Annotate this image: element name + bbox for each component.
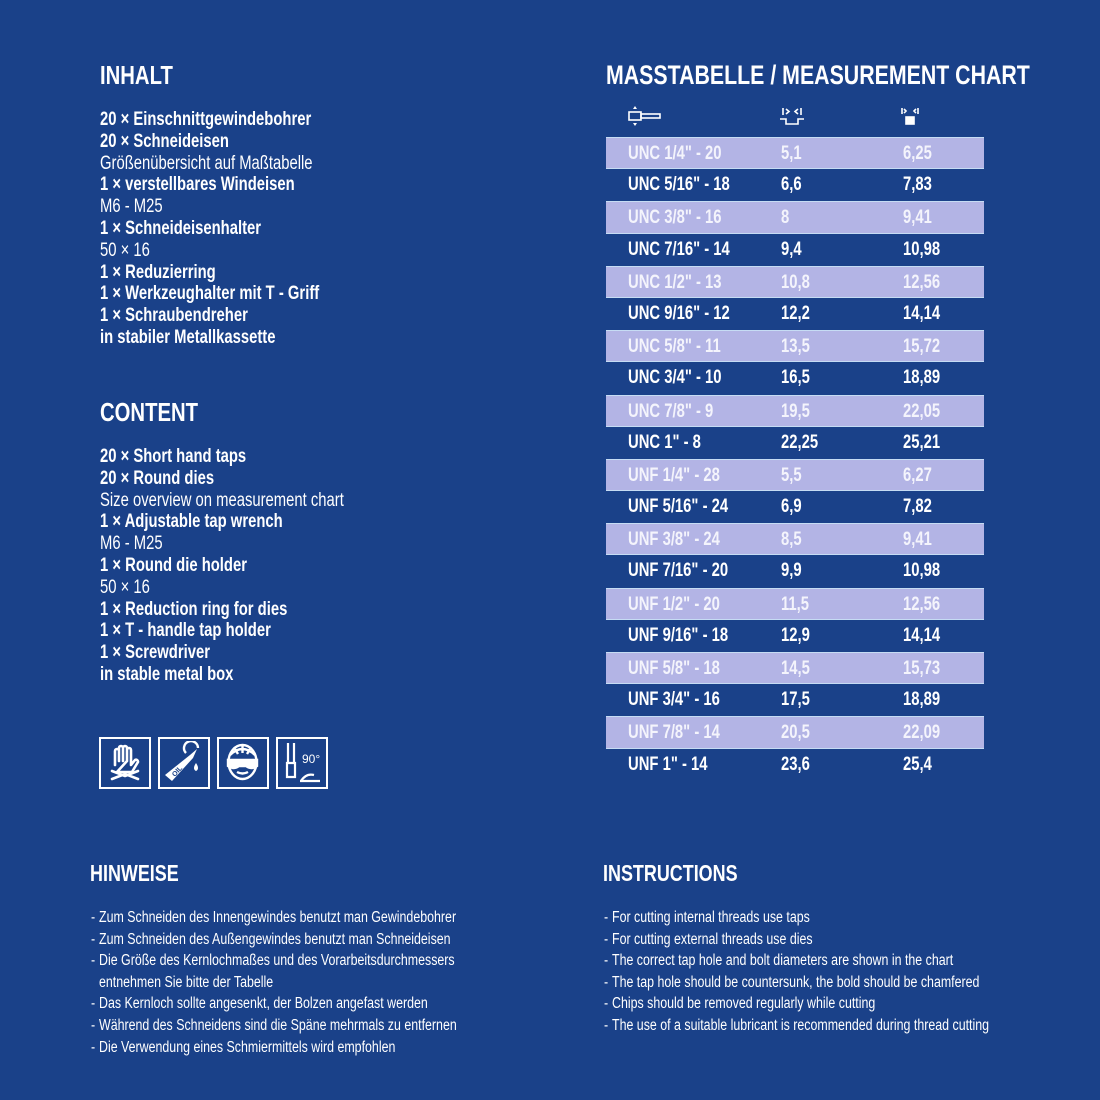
thread-size-cell (628, 460, 746, 492)
content-list (100, 446, 413, 686)
bullet-dash: - (604, 973, 609, 991)
tap-hole-cell (781, 717, 818, 749)
note-item (604, 907, 1085, 929)
list-item-text: M6 - M25 (100, 533, 163, 555)
tap-hole-cell (781, 555, 807, 587)
table-row (606, 395, 984, 427)
bolt-diameter-cell (903, 298, 951, 330)
table-row (606, 137, 984, 169)
table-row (606, 620, 984, 652)
note-text: Die Verwendung eines Schmiermittels wird empfohlen (99, 1038, 396, 1056)
angle-90-label: 90° (302, 752, 321, 766)
cell-text: 25,4 (903, 753, 932, 775)
note-item (604, 1015, 1085, 1037)
list-item (100, 174, 381, 196)
hinweise-title: HINWEISE (90, 860, 179, 886)
list-item-text: 20 × Schneideisen (100, 130, 229, 152)
bolt-diameter-cell (903, 717, 951, 749)
note-item (91, 972, 548, 994)
bolt-diameter-cell (903, 202, 940, 234)
thread-size-cell (628, 427, 721, 459)
tap-hole-cell (781, 331, 818, 363)
list-item-text: Größenübersicht auf Maßtabelle (100, 152, 313, 174)
cell-text: UNC 7/8" - 9 (628, 400, 714, 422)
cell-text: 14,14 (903, 624, 941, 646)
cell-text: UNC 5/8" - 11 (628, 336, 721, 358)
bullet-dash: - (604, 909, 609, 926)
list-item-text: 1 × Reduction ring for dies (100, 598, 288, 620)
bolt-diameter-cell (903, 169, 940, 201)
cell-text: 5,1 (781, 143, 802, 164)
bullet-dash: - (91, 1038, 96, 1056)
thread-size-cell (628, 202, 748, 234)
note-text: Während des Schneidens sind die Späne mehrmals zu entfernen (99, 1016, 457, 1034)
table-row (606, 427, 984, 459)
thread-size-cell (628, 396, 737, 428)
note-text: Zum Schneiden des Außengewindes benutzt man Schneideisen (99, 930, 451, 948)
tap-hole-cell (781, 138, 807, 170)
list-item-text: 1 × Adjustable tap wrench (100, 511, 283, 533)
cell-text: 11,5 (781, 593, 810, 615)
list-item-text: 20 × Short hand taps (100, 446, 247, 467)
note-text: Das Kernloch sollte angesenkt, der Bolzen angefast werden (99, 995, 428, 1013)
tap-hole-cell (781, 653, 818, 685)
cell-text: 9,4 (781, 238, 802, 260)
note-text: The tap hole should be countersunk, the bold should be chamfered (612, 973, 980, 991)
chart-column-icons (606, 104, 984, 128)
cell-text: 6,27 (903, 464, 932, 486)
thread-size-cell (628, 169, 758, 201)
list-item (100, 240, 381, 262)
cell-text: 17,5 (781, 689, 810, 711)
bolt-diameter-cell (903, 555, 951, 587)
cell-text: UNF 1" - 14 (628, 753, 708, 775)
oil-icon (158, 737, 210, 789)
table-row (606, 716, 984, 748)
tap-hole-cell (781, 202, 792, 234)
hinweise-list (91, 907, 548, 1058)
bullet-dash: - (91, 930, 96, 948)
bolt-diameter-cell (903, 460, 940, 492)
table-row (606, 749, 984, 781)
tap-hole-cell (781, 298, 818, 330)
note-item (91, 1015, 548, 1037)
thread-size-cell (628, 555, 756, 587)
cell-text: 12,2 (781, 302, 810, 324)
list-item-text: 1 × Screwdriver (100, 642, 210, 664)
thread-size-cell (628, 524, 746, 556)
note-text: For cutting internal threads use taps (612, 909, 810, 926)
list-item (100, 131, 381, 153)
thread-size-cell (628, 362, 748, 394)
cell-text: UNC 1/2" - 13 (628, 271, 722, 293)
table-row (606, 330, 984, 362)
thread-size-cell (628, 138, 748, 170)
list-item-text: Size overview on measurement chart (100, 489, 344, 511)
cell-text: 6,25 (903, 143, 932, 164)
cell-text: UNF 1/2" - 20 (628, 593, 720, 615)
thread-size-cell (628, 298, 758, 330)
tap-hole-cell (781, 234, 807, 266)
tap-hole-cell (781, 169, 807, 201)
thread-size-cell (628, 331, 747, 363)
cell-text: 18,89 (903, 367, 941, 389)
cell-text: UNF 3/4" - 16 (628, 689, 720, 711)
table-row (606, 491, 984, 523)
thread-size-cell (628, 589, 746, 621)
bullet-dash: - (91, 952, 96, 970)
chart-title: MASSTABELLE / MEASUREMENT CHART (606, 60, 1030, 90)
tap-hole-diameter-icon (779, 106, 805, 131)
list-item (100, 218, 381, 240)
cell-text: UNF 7/8" - 14 (628, 722, 720, 744)
bolt-diameter-cell (903, 749, 940, 781)
cell-text: 8,5 (781, 529, 802, 551)
bolt-diameter-cell (903, 396, 951, 428)
bolt-diameter-cell (903, 684, 951, 716)
cell-text: UNC 7/16" - 14 (628, 238, 730, 260)
list-item (100, 555, 413, 577)
list-item-text: 1 × T - handle tap holder (100, 620, 271, 642)
note-item (91, 993, 548, 1015)
cell-text: UNC 3/8" - 16 (628, 207, 722, 229)
bolt-diameter-cell (903, 267, 951, 299)
cell-text: 5,5 (781, 464, 802, 486)
list-item-text: 20 × Einschnittgewindebohrer (100, 109, 312, 130)
list-item (100, 196, 381, 218)
list-item-text: 1 × Reduzierring (100, 261, 216, 283)
bolt-diameter-cell (903, 620, 951, 652)
cell-text: 12,9 (781, 624, 810, 646)
bolt-diameter-cell (903, 524, 940, 556)
bullet-dash: - (91, 995, 96, 1013)
list-item (100, 109, 381, 131)
table-row (606, 362, 984, 394)
cell-text: 13,5 (781, 336, 810, 358)
note-text: The correct tap hole and bolt diameters are shown in the chart (612, 952, 954, 970)
table-row (606, 169, 984, 201)
bolt-diameter-cell (903, 331, 951, 363)
cell-text: 7,82 (903, 496, 932, 518)
list-item (100, 153, 381, 175)
gloves-icon (99, 737, 151, 789)
bullet-dash: - (604, 930, 609, 948)
tap-hole-cell (781, 267, 818, 299)
note-item (91, 929, 548, 951)
thread-size-cell (628, 717, 746, 749)
list-item-text: in stabiler Metallkassette (100, 326, 276, 348)
cell-text: UNC 1" - 8 (628, 431, 701, 453)
cell-text: 15,72 (903, 336, 941, 358)
bolt-diameter-cell (903, 427, 951, 459)
content-title: CONTENT (100, 397, 199, 427)
bolt-diameter-cell (903, 653, 951, 685)
cell-text: 7,83 (903, 174, 932, 196)
bullet-dash: - (604, 1016, 609, 1034)
tap-hole-cell (781, 362, 818, 394)
bullet-dash: - (91, 909, 96, 926)
note-text: For cutting external threads use dies (612, 930, 813, 948)
table-row (606, 523, 984, 555)
cell-text: 9,41 (903, 207, 932, 229)
cell-text: UNF 3/8" - 24 (628, 529, 720, 551)
note-text: entnehmen Sie bitte der Tabelle (99, 973, 274, 991)
cell-text: 6,9 (781, 496, 802, 518)
list-item-text: 1 × verstellbares Windeisen (100, 174, 295, 196)
cell-text: 25,21 (903, 431, 941, 453)
cell-text: UNC 9/16" - 12 (628, 302, 730, 324)
bolt-diameter-icon (899, 106, 921, 131)
cell-text: 23,6 (781, 753, 810, 775)
list-item-text: 20 × Round dies (100, 467, 215, 489)
goggles-icon (217, 737, 269, 789)
list-item (100, 327, 381, 349)
bullet-dash: - (91, 1016, 96, 1034)
table-row (606, 266, 984, 298)
cell-text: 18,89 (903, 689, 941, 711)
thread-size-icon (628, 106, 662, 131)
bolt-diameter-cell (903, 589, 951, 621)
list-item-text: 50 × 16 (100, 576, 150, 598)
cell-text: 10,98 (903, 238, 941, 260)
note-item (91, 1037, 548, 1059)
cell-text: UNC 5/16" - 18 (628, 174, 730, 196)
table-row (606, 298, 984, 330)
list-item (100, 490, 413, 512)
cell-text: 22,09 (903, 722, 941, 744)
thread-size-cell (628, 684, 746, 716)
thread-size-cell (628, 620, 756, 652)
bullet-dash: - (604, 995, 609, 1013)
note-item (91, 907, 548, 929)
list-item-text: in stable metal box (100, 663, 234, 685)
oil-icon-label: OIL (171, 765, 185, 779)
cell-text: 20,5 (781, 722, 810, 744)
angle-90-icon (276, 737, 328, 789)
note-text: The use of a suitable lubricant is recommended during thread cutting (612, 1016, 990, 1034)
list-item-text: 50 × 16 (100, 239, 150, 261)
tap-hole-cell (781, 427, 829, 459)
list-item (100, 468, 413, 490)
cell-text: 12,56 (903, 593, 941, 615)
note-text: Chips should be removed regularly while cutting (612, 995, 876, 1013)
list-item (100, 533, 413, 555)
safety-icons (99, 737, 328, 789)
bullet-dash: - (604, 952, 609, 970)
table-row (606, 459, 984, 491)
list-item (100, 446, 413, 468)
cell-text: 12,56 (903, 271, 941, 293)
table-row (606, 555, 984, 587)
tap-hole-cell (781, 684, 818, 716)
bolt-diameter-cell (903, 362, 951, 394)
cell-text: UNF 1/4" - 28 (628, 464, 720, 486)
note-item (604, 950, 1085, 972)
cell-text: UNF 5/16" - 24 (628, 496, 729, 518)
note-text: Zum Schneiden des Innengewindes benutzt man Gewindebohrer (99, 909, 457, 926)
list-item (100, 577, 413, 599)
list-item (100, 620, 413, 642)
cell-text: UNF 5/8" - 18 (628, 658, 720, 679)
cell-text: 6,6 (781, 174, 802, 196)
table-row (606, 684, 984, 716)
table-row (606, 652, 984, 684)
cell-text: 14,14 (903, 302, 941, 324)
thread-size-cell (628, 234, 758, 266)
inhalt-list (100, 109, 381, 349)
thread-size-cell (628, 749, 730, 781)
measurement-table (606, 137, 984, 781)
cell-text: UNC 3/4" - 10 (628, 367, 722, 389)
cell-text: UNC 1/4" - 20 (628, 143, 722, 164)
list-item-text: M6 - M25 (100, 196, 163, 218)
list-item (100, 262, 381, 284)
note-item (604, 993, 1085, 1015)
cell-text: 15,73 (903, 658, 941, 679)
list-item (100, 642, 413, 664)
note-item (91, 950, 548, 972)
bolt-diameter-cell (903, 138, 940, 170)
cell-text: 9,41 (903, 529, 932, 551)
list-item-text: 1 × Schraubendreher (100, 305, 248, 327)
list-item (100, 664, 413, 686)
thread-size-cell (628, 653, 746, 685)
list-item (100, 599, 413, 621)
instructions-title: INSTRUCTIONS (603, 860, 738, 886)
bolt-diameter-cell (903, 491, 940, 523)
tap-hole-cell (781, 589, 817, 621)
note-item (604, 972, 1085, 994)
cell-text: UNF 7/16" - 20 (628, 560, 729, 582)
cell-text: 10,98 (903, 560, 941, 582)
list-item-text: 1 × Werkzeughalter mit T - Griff (100, 283, 320, 305)
table-row (606, 201, 984, 233)
cell-text: 16,5 (781, 367, 810, 389)
cell-text: 10,8 (781, 271, 810, 293)
thread-size-cell (628, 267, 748, 299)
tap-hole-cell (781, 491, 807, 523)
tap-hole-cell (781, 396, 818, 428)
list-item (100, 283, 381, 305)
cell-text: 8 (781, 207, 790, 229)
bolt-diameter-cell (903, 234, 951, 266)
tap-hole-cell (781, 620, 818, 652)
thread-size-cell (628, 491, 756, 523)
cell-text: 19,5 (781, 400, 810, 422)
list-item-text: 1 × Schneideisenhalter (100, 217, 262, 239)
list-item (100, 511, 413, 533)
cell-text: 22,05 (903, 400, 941, 422)
list-item (100, 305, 381, 327)
tap-hole-cell (781, 460, 807, 492)
tap-hole-cell (781, 524, 807, 556)
cell-text: 14,5 (781, 658, 810, 679)
list-item-text: 1 × Round die holder (100, 554, 247, 576)
instructions-list (604, 907, 1085, 1037)
note-item (604, 929, 1085, 951)
table-row (606, 234, 984, 266)
cell-text: UNF 9/16" - 18 (628, 624, 729, 646)
tap-hole-cell (781, 749, 818, 781)
cell-text: 9,9 (781, 560, 802, 582)
table-row (606, 588, 984, 620)
inhalt-title: INHALT (100, 60, 173, 90)
cell-text: 22,25 (781, 431, 819, 453)
note-text: Die Größe des Kernlochmaßes und des Vorarbeitsdurchmessers (99, 952, 455, 970)
